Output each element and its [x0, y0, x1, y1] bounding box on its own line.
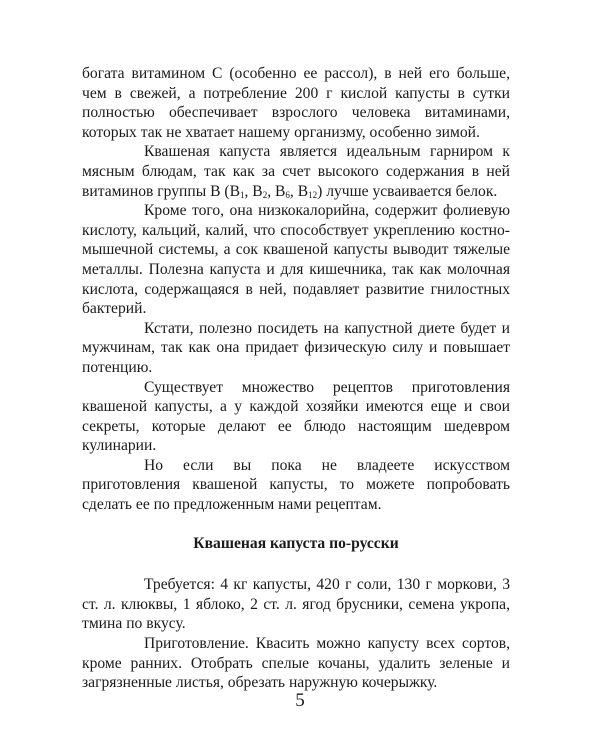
- recipe-ingredients: Требуется: 4 кг капусты, 420 г соли, 130 г моркови, 3 ст. л. клюквы, 1 яблоко, 2 ст. л. ягод брусники, семена укропа, тмина по вкусу.: [82, 576, 510, 633]
- paragraph-5: Существует множество рецептов приготовления квашеной капусты, а у каждой хозяйки имеются еще и свои секреты, которые делают ее блюдо настоящим шедевром кулинарии.: [82, 378, 510, 455]
- paragraph-1: богата витамином С (особенно ее рассол), в ней его больше, чем в свежей, а потребление 200 г кислой капусты в сутки полностью обеспечивает взрослого человека витаминами, которых так не хватает нашему организму, особенно зимой.: [82, 65, 510, 141]
- paragraph-6: Но если вы пока не владеете искусством приготовления квашеной капусты, то можете попробовать сделать ее по предложенным нами рецептам.: [82, 456, 510, 514]
- recipe-title: Квашеная капуста по-русски: [193, 534, 399, 552]
- paragraph-4: Кстати, полезно посидеть на капустной диете будет и мужчинам, так как она придает физическую силу и повышает потенцию.: [82, 319, 510, 376]
- paragraph-2-end: ) лучше усваивается белок.: [317, 182, 498, 200]
- vitamin-sub-12: 12: [308, 189, 318, 200]
- recipe-preparation: Приготовление. Квасить можно капусту всех сортов, кроме ранних. Отобрать спелые кочаны, удалить зеленые и загрязненные листья, обрезать наружную кочерыжку.: [82, 635, 510, 692]
- paragraph-3: Кроме того, она низкокалорийна, содержит фолиевую кислоту, кальций, калий, что способствует укреплению костно-мышечной системы, а сок квашеной капусты выводит тяжелые металлы. Полезна капуста и для кишечника, так как молочная кислота, содержащаяся в ней, подавляет развитие гнилостных бактерий.: [82, 202, 510, 318]
- vitamin-sub-1: 1: [240, 189, 245, 200]
- paragraph-2-start: Квашеная капуста является идеальным гарниром к мясным блюдам, так как за счет высокого содержания в ней витаминов группы В (В: [82, 143, 510, 200]
- vitamin-sub-6: 6: [285, 189, 290, 200]
- paragraph-2: Квашеная капуста является идеальным гарниром к мясным блюдам, так как за счет высокого содержания в ней витаминов группы В ($В_1$, $В_2$, $В_6$, $В_{12}$) лучше усваивается белок.: [82, 143, 510, 200]
- vitamin-sub-2: 2: [262, 189, 268, 200]
- page-body: [82, 64, 510, 693]
- page-number: 5: [295, 690, 305, 711]
